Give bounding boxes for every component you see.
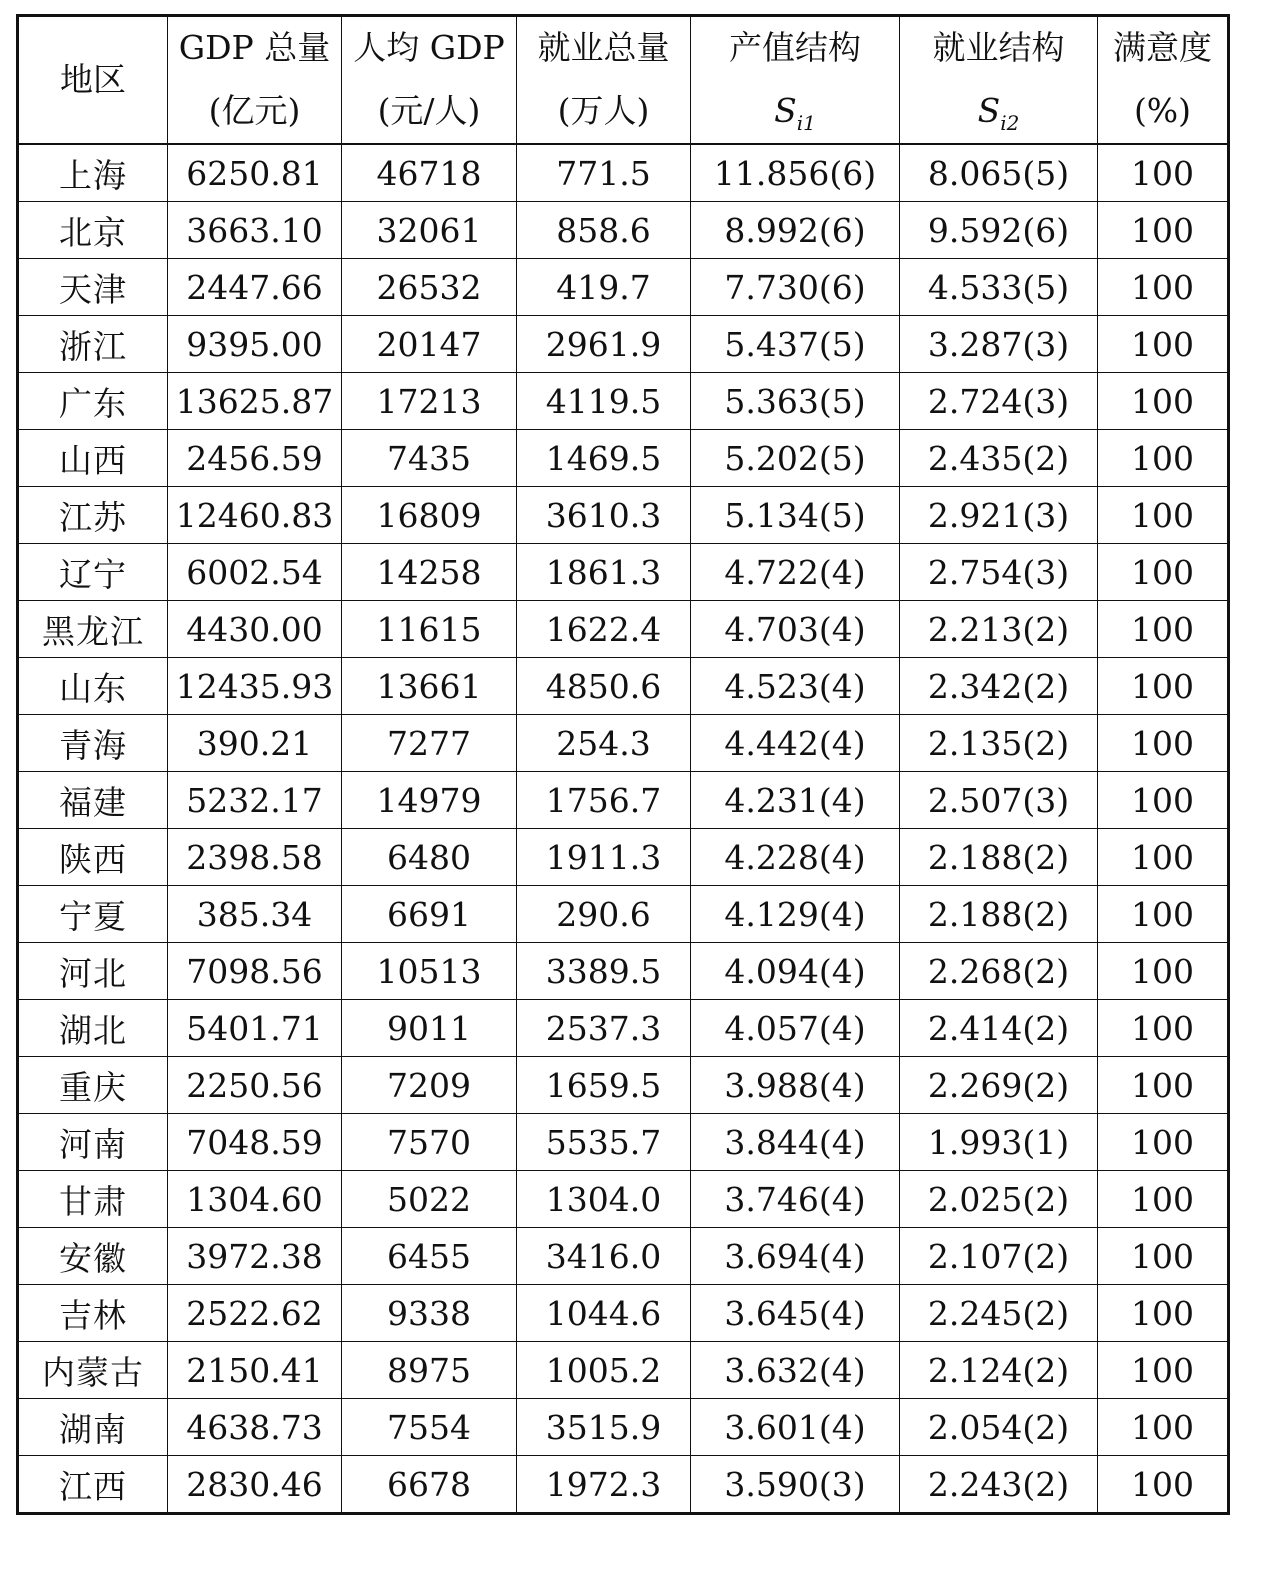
cell-gdp-total: 5232.17: [168, 772, 342, 829]
cell-satisfaction: 100: [1098, 1285, 1229, 1342]
table-row: [18, 601, 1229, 658]
cell-output-structure: 4.057(4): [691, 1000, 900, 1057]
cell-output-structure: 3.988(4): [691, 1057, 900, 1114]
cell-gdp-total: 390.21: [168, 715, 342, 772]
cell-output-structure: 11.856(6): [691, 144, 900, 202]
cell-output-structure: 5.134(5): [691, 487, 900, 544]
cell-gdp-total: 2456.59: [168, 430, 342, 487]
cell-region: 河南: [18, 1114, 168, 1171]
cell-employment-structure: 2.754(3): [900, 544, 1098, 601]
cell-gdp-per-capita: 16809: [342, 487, 517, 544]
cell-employment-total: 1861.3: [517, 544, 691, 601]
cell-output-structure: 3.590(3): [691, 1456, 900, 1514]
cell-employment-structure: 2.435(2): [900, 430, 1098, 487]
cell-satisfaction: 100: [1098, 144, 1229, 202]
cell-gdp-per-capita: 8975: [342, 1342, 517, 1399]
header-output-structure-symbol: [691, 80, 899, 143]
cell-output-structure: 4.703(4): [691, 601, 900, 658]
cell-employment-structure: 2.243(2): [900, 1456, 1098, 1514]
regional-economy-table: [16, 14, 1230, 1515]
cell-gdp-per-capita: 6678: [342, 1456, 517, 1514]
cell-region: 青海: [18, 715, 168, 772]
cell-region: 浙江: [18, 316, 168, 373]
cell-gdp-total: 2522.62: [168, 1285, 342, 1342]
cell-region: 山东: [18, 658, 168, 715]
cell-employment-structure: 2.188(2): [900, 886, 1098, 943]
cell-employment-total: 3515.9: [517, 1399, 691, 1456]
table-row: [18, 487, 1229, 544]
cell-satisfaction: 100: [1098, 202, 1229, 259]
cell-region: 吉林: [18, 1285, 168, 1342]
cell-employment-structure: 8.065(5): [900, 144, 1098, 202]
header-employment-structure-symbol-sub: i2: [1000, 111, 1020, 135]
header-gdp-total: [168, 16, 342, 145]
cell-employment-structure: 2.507(3): [900, 772, 1098, 829]
header-employment-structure-label: 就业结构: [932, 28, 1065, 68]
table-row: [18, 1456, 1229, 1514]
cell-output-structure: 3.844(4): [691, 1114, 900, 1171]
cell-satisfaction: 100: [1098, 544, 1229, 601]
cell-gdp-total: 2830.46: [168, 1456, 342, 1514]
cell-region: 湖北: [18, 1000, 168, 1057]
cell-gdp-per-capita: 32061: [342, 202, 517, 259]
cell-gdp-total: 6002.54: [168, 544, 342, 601]
table-row: [18, 1057, 1229, 1114]
header-satisfaction-unit: (%): [1133, 91, 1192, 130]
cell-gdp-total: 5401.71: [168, 1000, 342, 1057]
cell-employment-total: 4119.5: [517, 373, 691, 430]
table-row: [18, 430, 1229, 487]
cell-satisfaction: 100: [1098, 886, 1229, 943]
table-row: [18, 144, 1229, 202]
cell-satisfaction: 100: [1098, 601, 1229, 658]
cell-output-structure: 3.746(4): [691, 1171, 900, 1228]
cell-satisfaction: 100: [1098, 715, 1229, 772]
cell-employment-structure: 2.245(2): [900, 1285, 1098, 1342]
table-row: [18, 886, 1229, 943]
cell-gdp-per-capita: 7209: [342, 1057, 517, 1114]
cell-output-structure: 5.437(5): [691, 316, 900, 373]
cell-gdp-total: 4638.73: [168, 1399, 342, 1456]
cell-employment-total: 3416.0: [517, 1228, 691, 1285]
table-row: [18, 772, 1229, 829]
cell-output-structure: 4.231(4): [691, 772, 900, 829]
cell-gdp-total: 13625.87: [168, 373, 342, 430]
cell-region: 内蒙古: [18, 1342, 168, 1399]
cell-satisfaction: 100: [1098, 1342, 1229, 1399]
cell-employment-structure: 4.533(5): [900, 259, 1098, 316]
cell-region: 山西: [18, 430, 168, 487]
cell-gdp-per-capita: 10513: [342, 943, 517, 1000]
table-row: [18, 259, 1229, 316]
cell-employment-total: 5535.7: [517, 1114, 691, 1171]
table-row: [18, 715, 1229, 772]
cell-gdp-total: 7098.56: [168, 943, 342, 1000]
table-body: [18, 144, 1229, 1514]
cell-employment-total: 254.3: [517, 715, 691, 772]
cell-output-structure: 4.722(4): [691, 544, 900, 601]
cell-region: 江苏: [18, 487, 168, 544]
cell-gdp-total: 9395.00: [168, 316, 342, 373]
table-row: [18, 658, 1229, 715]
cell-output-structure: 4.129(4): [691, 886, 900, 943]
cell-employment-structure: 2.135(2): [900, 715, 1098, 772]
cell-employment-total: 419.7: [517, 259, 691, 316]
cell-gdp-per-capita: 13661: [342, 658, 517, 715]
cell-employment-structure: 2.188(2): [900, 829, 1098, 886]
table-row: [18, 1399, 1229, 1456]
cell-gdp-total: 12460.83: [168, 487, 342, 544]
cell-employment-structure: 2.025(2): [900, 1171, 1098, 1228]
cell-gdp-total: 2398.58: [168, 829, 342, 886]
cell-employment-structure: 2.414(2): [900, 1000, 1098, 1057]
table-row: [18, 1342, 1229, 1399]
cell-region: 北京: [18, 202, 168, 259]
cell-employment-total: 1622.4: [517, 601, 691, 658]
cell-employment-structure: 2.107(2): [900, 1228, 1098, 1285]
cell-employment-total: 1304.0: [517, 1171, 691, 1228]
cell-satisfaction: 100: [1098, 1057, 1229, 1114]
cell-employment-total: 1469.5: [517, 430, 691, 487]
cell-satisfaction: 100: [1098, 373, 1229, 430]
table-row: [18, 544, 1229, 601]
cell-gdp-total: 12435.93: [168, 658, 342, 715]
table-row: [18, 202, 1229, 259]
header-satisfaction-label: 满意度: [1113, 28, 1212, 68]
cell-region: 安徽: [18, 1228, 168, 1285]
header-employment-total-unit: (万人): [557, 91, 650, 130]
cell-region: 黑龙江: [18, 601, 168, 658]
cell-employment-total: 858.6: [517, 202, 691, 259]
cell-gdp-per-capita: 7554: [342, 1399, 517, 1456]
cell-gdp-per-capita: 5022: [342, 1171, 517, 1228]
cell-satisfaction: 100: [1098, 259, 1229, 316]
cell-employment-structure: 2.342(2): [900, 658, 1098, 715]
cell-gdp-total: 3663.10: [168, 202, 342, 259]
table-row: [18, 1114, 1229, 1171]
cell-gdp-per-capita: 9011: [342, 1000, 517, 1057]
cell-satisfaction: 100: [1098, 316, 1229, 373]
cell-region: 福建: [18, 772, 168, 829]
cell-employment-total: 2537.3: [517, 1000, 691, 1057]
cell-region: 上海: [18, 144, 168, 202]
cell-employment-structure: 2.213(2): [900, 601, 1098, 658]
cell-satisfaction: 100: [1098, 1399, 1229, 1456]
cell-satisfaction: 100: [1098, 430, 1229, 487]
header-row: [18, 16, 1229, 145]
header-employment-total: [517, 16, 691, 145]
cell-output-structure: 4.228(4): [691, 829, 900, 886]
table-row: [18, 316, 1229, 373]
cell-region: 天津: [18, 259, 168, 316]
header-region: [18, 16, 168, 145]
cell-gdp-total: 4430.00: [168, 601, 342, 658]
cell-satisfaction: 100: [1098, 487, 1229, 544]
cell-region: 湖南: [18, 1399, 168, 1456]
cell-gdp-total: 2447.66: [168, 259, 342, 316]
cell-gdp-per-capita: 7435: [342, 430, 517, 487]
header-output-structure-symbol-sub: i1: [796, 111, 816, 135]
cell-gdp-per-capita: 7277: [342, 715, 517, 772]
cell-employment-total: 1005.2: [517, 1342, 691, 1399]
header-gdp-per-capita: [342, 16, 517, 145]
cell-output-structure: 3.601(4): [691, 1399, 900, 1456]
cell-output-structure: 5.202(5): [691, 430, 900, 487]
table-row: [18, 1285, 1229, 1342]
header-output-structure: [691, 16, 900, 145]
cell-employment-structure: 3.287(3): [900, 316, 1098, 373]
cell-satisfaction: 100: [1098, 1171, 1229, 1228]
cell-gdp-total: 7048.59: [168, 1114, 342, 1171]
cell-satisfaction: 100: [1098, 829, 1229, 886]
table-row: [18, 373, 1229, 430]
cell-employment-structure: 9.592(6): [900, 202, 1098, 259]
header-gdp-per-capita-unit: (元/人): [377, 91, 481, 130]
cell-gdp-total: 6250.81: [168, 144, 342, 202]
cell-output-structure: 5.363(5): [691, 373, 900, 430]
cell-region: 重庆: [18, 1057, 168, 1114]
cell-employment-structure: 2.724(3): [900, 373, 1098, 430]
cell-employment-total: 2961.9: [517, 316, 691, 373]
table-row: [18, 829, 1229, 886]
cell-region: 辽宁: [18, 544, 168, 601]
cell-employment-total: 1659.5: [517, 1057, 691, 1114]
cell-output-structure: 4.442(4): [691, 715, 900, 772]
cell-employment-structure: 2.921(3): [900, 487, 1098, 544]
header-employment-structure-symbol: [900, 80, 1097, 143]
cell-employment-total: 1756.7: [517, 772, 691, 829]
header-employment-structure-symbol-main: S: [977, 91, 1001, 130]
cell-satisfaction: 100: [1098, 943, 1229, 1000]
cell-gdp-per-capita: 14979: [342, 772, 517, 829]
header-gdp-total-label: GDP 总量: [178, 28, 331, 68]
cell-gdp-total: 1304.60: [168, 1171, 342, 1228]
table-row: [18, 943, 1229, 1000]
cell-employment-total: 1911.3: [517, 829, 691, 886]
cell-gdp-per-capita: 46718: [342, 144, 517, 202]
cell-region: 广东: [18, 373, 168, 430]
cell-satisfaction: 100: [1098, 658, 1229, 715]
header-output-structure-symbol-main: S: [774, 91, 797, 130]
table-row: [18, 1228, 1229, 1285]
header-employment-total-label: 就业总量: [537, 28, 670, 68]
cell-satisfaction: 100: [1098, 1000, 1229, 1057]
header-satisfaction: [1098, 16, 1229, 145]
cell-gdp-per-capita: 26532: [342, 259, 517, 316]
cell-gdp-per-capita: 9338: [342, 1285, 517, 1342]
cell-gdp-total: 2150.41: [168, 1342, 342, 1399]
cell-output-structure: 3.694(4): [691, 1228, 900, 1285]
cell-satisfaction: 100: [1098, 1228, 1229, 1285]
cell-region: 陕西: [18, 829, 168, 886]
cell-gdp-per-capita: 11615: [342, 601, 517, 658]
cell-satisfaction: 100: [1098, 772, 1229, 829]
cell-region: 江西: [18, 1456, 168, 1514]
cell-region: 宁夏: [18, 886, 168, 943]
header-region-label: 地区: [60, 59, 126, 99]
cell-output-structure: 3.645(4): [691, 1285, 900, 1342]
cell-employment-total: 771.5: [517, 144, 691, 202]
cell-gdp-per-capita: 6455: [342, 1228, 517, 1285]
cell-employment-total: 3610.3: [517, 487, 691, 544]
cell-region: 甘肃: [18, 1171, 168, 1228]
cell-region: 河北: [18, 943, 168, 1000]
cell-employment-structure: 2.054(2): [900, 1399, 1098, 1456]
cell-gdp-per-capita: 14258: [342, 544, 517, 601]
cell-employment-total: 290.6: [517, 886, 691, 943]
cell-satisfaction: 100: [1098, 1114, 1229, 1171]
cell-gdp-per-capita: 6480: [342, 829, 517, 886]
cell-employment-structure: 1.993(1): [900, 1114, 1098, 1171]
cell-employment-total: 1044.6: [517, 1285, 691, 1342]
cell-output-structure: 8.992(6): [691, 202, 900, 259]
cell-gdp-total: 2250.56: [168, 1057, 342, 1114]
cell-gdp-per-capita: 17213: [342, 373, 517, 430]
header-employment-structure: [900, 16, 1098, 145]
cell-employment-structure: 2.269(2): [900, 1057, 1098, 1114]
header-gdp-total-unit: (亿元): [208, 91, 301, 130]
cell-employment-structure: 2.268(2): [900, 943, 1098, 1000]
cell-output-structure: 4.523(4): [691, 658, 900, 715]
cell-satisfaction: 100: [1098, 1456, 1229, 1514]
header-gdp-per-capita-label: 人均 GDP: [353, 28, 505, 68]
cell-employment-total: 1972.3: [517, 1456, 691, 1514]
table-row: [18, 1171, 1229, 1228]
table-row: [18, 1000, 1229, 1057]
cell-gdp-per-capita: 7570: [342, 1114, 517, 1171]
cell-gdp-total: 3972.38: [168, 1228, 342, 1285]
cell-gdp-per-capita: 6691: [342, 886, 517, 943]
cell-employment-structure: 2.124(2): [900, 1342, 1098, 1399]
cell-output-structure: 4.094(4): [691, 943, 900, 1000]
cell-output-structure: 7.730(6): [691, 259, 900, 316]
header-output-structure-label: 产值结构: [729, 28, 861, 68]
cell-output-structure: 3.632(4): [691, 1342, 900, 1399]
cell-gdp-total: 385.34: [168, 886, 342, 943]
cell-employment-total: 4850.6: [517, 658, 691, 715]
cell-gdp-per-capita: 20147: [342, 316, 517, 373]
cell-employment-total: 3389.5: [517, 943, 691, 1000]
